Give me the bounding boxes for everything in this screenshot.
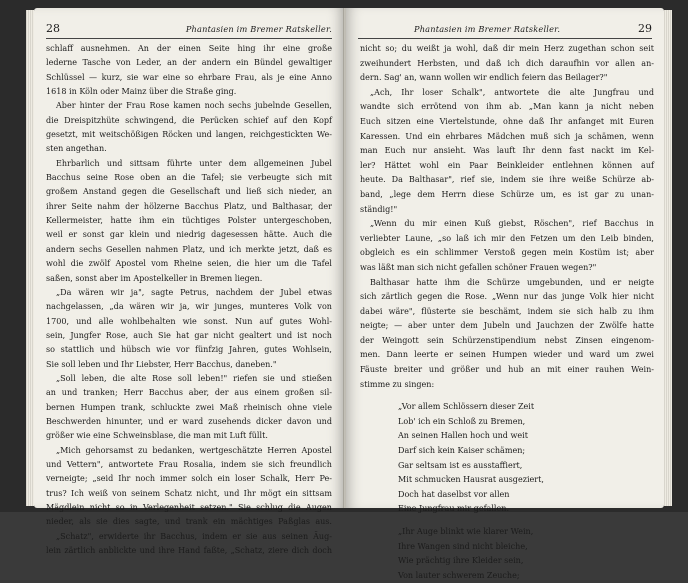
text-line: „Da wären wir ja", sagte Petrus, nachdem der Jubel etwas — [56, 287, 332, 297]
poem-line: Eine Jungfrau mir gefallen. — [398, 504, 510, 514]
left-page-number: 28 — [46, 22, 60, 35]
left-page-edges — [26, 10, 34, 506]
text-line: Ehrbarlich und sittsam führte unter dem allgemeinen Jubel — [56, 158, 332, 168]
right-page-text — [360, 42, 654, 583]
text-line: „Wenn du mir einen Kuß giebst, Röschen", rief Bacchus in — [370, 219, 654, 229]
stanza-gap — [360, 392, 654, 400]
poem-line: An seinen Hallen hoch und weit — [398, 431, 528, 441]
text-line: schlaff ausnehmen. An der einen Seite hing ihr eine große — [46, 44, 332, 53]
text-line: verliebter Laune, „so laß ich mir den Fetzen um den Leib binden, — [360, 233, 654, 243]
text-line: ständig!" — [360, 204, 398, 214]
text-line: andern sechs Gesellen nahmen Platz, und ich merkte jetzt, daß es — [46, 244, 332, 254]
text-line: Sie soll leben und Ihr Liebster, Herr Bacchus, daneben." — [46, 359, 277, 369]
right-page-number: 29 — [638, 22, 652, 35]
text-line: neigte; — aber unter dem Jubeln und Jauchzen der Zwölfe hatte — [360, 321, 654, 331]
text-line: Mägdlein nicht so in Verlegenheit setzen." Sie schlug die Augen — [46, 503, 332, 512]
text-line: und Vettern", antwortete Frau Rosalia, indem sie sich freundlich — [46, 459, 332, 469]
right-prose — [360, 42, 654, 392]
text-line: die Dreispitzhüte schwingend, die Perücken schief auf den Kopf — [46, 115, 332, 125]
text-line: wandte sich errötend von ihm ab. „Man kann ja nicht neben — [360, 102, 654, 112]
poem — [360, 392, 654, 583]
poem-line: Darf sich kein Kaiser schämen; — [398, 446, 526, 456]
text-line: ler? Hättet wohl ein Paar Beinkleider entlehnen können auf — [360, 160, 654, 170]
text-line: nicht so; du weißt ja wohl, daß dir mein Herz zugethan schon seit — [360, 44, 654, 53]
text-line: gesetzt, mit weitschößigen Röcken und langen, reichgestickten We- — [46, 130, 332, 140]
text-line: sich zärtlich gegen die Rose. „Wenn nur das junge Volk hier nicht — [360, 292, 654, 302]
text-line: Aber hinter der Frau Rose kamen noch sechs jubelnde Gesellen, — [56, 101, 332, 111]
right-running-title: Phantasien im Bremer Ratskeller. — [414, 24, 561, 34]
text-line: Fäuste breiter und größer und hub an mit einer rauhen Wein- — [360, 365, 654, 375]
text-line: Balthasar hatte ihm die Schürze umgebunden, und er neigte — [370, 277, 654, 287]
text-line: Beschwerden hinunter, und er ward zusehends dicker davon und — [46, 416, 332, 426]
text-line: „Ach, Ihr loser Schalk", antwortete die alte Jungfrau und — [370, 87, 654, 97]
text-line: was läßt man sich nicht gefallen schöner Frauen wegen?" — [360, 262, 597, 272]
text-line: Kellermeister, hatte ihm ein tüchtiges Polster untergeschoben, — [46, 216, 332, 226]
text-line: an und tranken; Herr Bacchus aber, der aus einem großen sil- — [46, 388, 332, 398]
text-line: saßen, sonst aber im Apostelkeller in Bremen liegen. — [46, 273, 263, 283]
text-line: zweihundert Herbsten, und daß ich dich daraufhin vor allen an- — [360, 58, 654, 68]
text-line: ihrer Seite nahm der hölzerne Bacchus Platz, und Balthasar, der — [46, 201, 332, 211]
poem-line: Lob' ich ein Schloß zu Bremen, — [398, 416, 526, 426]
poem-line: „Ihr Auge blinkt wie klarer Wein, — [398, 527, 534, 536]
text-line: dabei wäre", flüsterte sie beschämt, indem sie sich halb zu ihm — [360, 306, 654, 316]
left-running-title: Phantasien im Bremer Ratskeller. — [185, 24, 332, 34]
stanza-gap — [360, 517, 654, 525]
text-line: „Mich gehorsamst zu bedanken, wertgeschätzte Herren Apostel — [56, 445, 332, 455]
left-running-head — [46, 22, 332, 39]
text-line: „Soll leben, die alte Rose soll leben!" riefen sie und stießen — [56, 373, 332, 383]
poem-line: Von lauter schwerem Zeuche; — [398, 570, 520, 580]
right-running-head — [358, 22, 652, 39]
text-line: dern. Sag' an, wann wollen wir endlich feiern das Beilager?" — [360, 73, 608, 83]
text-line: lein zärtlich anblickte und ihre Hand faßte, „Schatz, ziere dich doch — [46, 546, 332, 556]
text-line: stimme zu singen: — [360, 379, 435, 389]
text-line: so stattlich und hübsch wie vor fünfzig Jahren, gutes Wohlsein, — [46, 345, 332, 355]
right-page-edges — [664, 10, 672, 506]
text-line: 1700, und alle wohlbehalten wie sonst. Nun auf gutes Wohl- — [46, 316, 332, 326]
text-line: nachgelassen, „da wären wir ja, wir junges, munteres Volk von — [46, 302, 332, 312]
text-line: man Euch nur ansieht. Was lauft Ihr denn fast nackt im Kel- — [360, 146, 654, 156]
text-line: Euch sitzen eine Viertelstunde, ohne daß Ihr anfanget mit Euren — [360, 116, 654, 126]
right-page — [346, 8, 664, 580]
poem-line: Doch hat daselbst vor allen — [398, 489, 510, 499]
poem-line: Wie prächtig ihre Kleider sein, — [398, 556, 524, 566]
text-line: sten angethan. — [46, 144, 107, 154]
left-page — [34, 8, 344, 556]
text-line: verneigte; „seid Ihr noch immer solch ein loser Schalk, Herr Pe- — [46, 474, 332, 484]
poem-line: „Vor allem Schlössern dieser Zeit — [398, 402, 535, 412]
text-line: großem Anstand gegen die Gesellschaft und ließ sich nieder, an — [46, 187, 332, 197]
text-line: obgleich es ein schlimmer Verstoß gegen mein Kostüm ist; aber — [360, 248, 654, 258]
text-line: wohl die zwölf Apostel vom Rheine seien, die hier um die Tafel — [46, 259, 332, 269]
text-line: der Weingott sein Schürzenstipendium nebst Zinsen eingenom- — [360, 335, 654, 345]
text-line: Karessen. Und ein ehrbares Mädchen muß sich ja schämen, wenn — [360, 131, 654, 141]
text-line: trus? Ich weiß von seinem Schatz nicht, und Ihr mögt ein sittsam — [46, 488, 332, 498]
text-line: nieder, als sie dies sagte, und trank ein mächtiges Paßglas aus. — [46, 517, 332, 527]
text-line: sein, Jungfer Rose, auch Sie hat gar nicht gealtert und ist noch — [46, 330, 332, 340]
poem-line: Ihre Wangen sind nicht bleiche, — [398, 541, 528, 551]
poem-line: Gar seltsam ist es ausstaffiert, — [398, 460, 523, 470]
text-line: größer wie eine Schweinsblase, die man mit Luft füllt. — [46, 431, 268, 441]
text-line: 1618 in Köln oder Mainz über die Straße ging. — [46, 87, 237, 97]
text-line: Schlüssel — kurz, sie war eine so ehrbare Frau, als je eine Anno — [46, 72, 332, 82]
text-line: Bacchus seine Rose oben an die Tafel; sie verbeugte sich mit — [46, 173, 332, 183]
left-page-text — [46, 42, 332, 558]
text-line: lederne Tasche von Leder, an der andern ein Bündel gewaltiger — [46, 58, 332, 68]
text-line: band, „lege dem Herrn diese Schürze um, es ist gar zu unan- — [360, 189, 654, 199]
text-line: heute. Da Balthasar", rief sie, indem sie ihre weiße Schürze ab- — [360, 175, 654, 185]
text-line: weil er sonst gar klein und niedrig dagesessen hätte. Auch die — [46, 230, 332, 240]
text-line: men. Dann leerte er seinen Humpen wieder und ward um zwei — [360, 350, 654, 360]
poem-line: Mit schmucken Hausrat ausgeziert, — [398, 475, 544, 485]
text-line: bernen Humpen trank, schluckte zwei Maß rheinisch ohne viele — [46, 402, 332, 412]
text-line: „Schatz", erwiderte ihr Bacchus, indem er sie aus seinen Äug- — [56, 531, 332, 541]
